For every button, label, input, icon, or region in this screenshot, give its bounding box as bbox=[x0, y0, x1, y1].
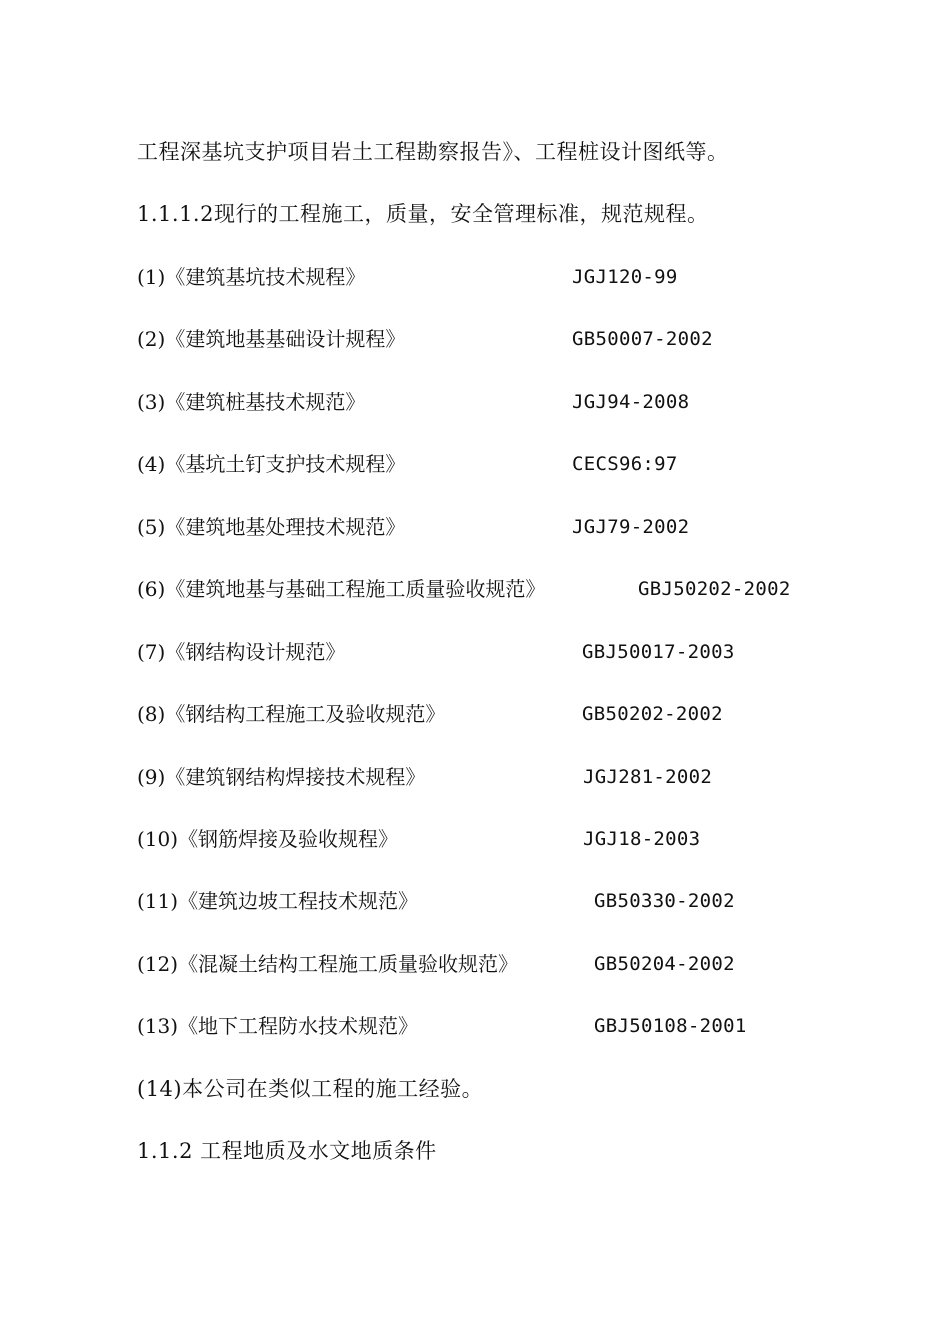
standard-row bbox=[137, 762, 917, 792]
standard-title: 《钢结构工程施工及验收规范》 bbox=[165, 702, 446, 726]
item-14-line: (14)本公司在类似工程的施工经验。 bbox=[137, 1077, 484, 1101]
standard-row bbox=[137, 574, 917, 604]
intro-line: 工程深基坑支护项目岩土工程勘察报告》、工程桩设计图纸等。 bbox=[137, 140, 729, 164]
standard-title: 《建筑地基与基础工程施工质量验收规范》 bbox=[165, 577, 546, 601]
standard-number: (10) bbox=[137, 827, 179, 851]
standard-code: JGJ79-2002 bbox=[572, 516, 690, 538]
standard-code: GBJ50202-2002 bbox=[638, 578, 791, 600]
standard-code: GB50007-2002 bbox=[572, 328, 713, 350]
standard-title: 《钢筋焊接及验收规程》 bbox=[178, 827, 399, 851]
standard-row bbox=[137, 1011, 917, 1041]
standard-code: CECS96:97 bbox=[572, 453, 678, 475]
standard-number: (8) bbox=[137, 702, 166, 726]
standard-row bbox=[137, 949, 917, 979]
standard-code: GB50204-2002 bbox=[594, 953, 735, 975]
standard-title: 《建筑基坑技术规程》 bbox=[165, 265, 366, 289]
standard-number: (3) bbox=[137, 390, 166, 414]
standard-title: 《建筑钢结构焊接技术规程》 bbox=[165, 765, 426, 789]
standard-number: (9) bbox=[137, 765, 166, 789]
standard-row bbox=[137, 324, 917, 354]
next-section-heading: 1.1.2 工程地质及水文地质条件 bbox=[137, 1139, 437, 1163]
standard-code: GBJ50017-2003 bbox=[582, 641, 735, 663]
standard-row bbox=[137, 512, 917, 542]
standard-title: 《地下工程防水技术规范》 bbox=[178, 1014, 419, 1038]
standard-code: JGJ281-2002 bbox=[583, 766, 713, 788]
section-heading: 1.1.1.2现行的工程施工，质量，安全管理标准，规范规程。 bbox=[137, 202, 709, 226]
standard-code: JGJ18-2003 bbox=[583, 828, 701, 850]
standard-row bbox=[137, 387, 917, 417]
standard-number: (1) bbox=[137, 265, 166, 289]
standard-title: 《建筑地基基础设计规程》 bbox=[165, 327, 406, 351]
standard-number: (7) bbox=[137, 640, 166, 664]
standard-number: (11) bbox=[137, 889, 179, 913]
standard-code: JGJ94-2008 bbox=[572, 391, 690, 413]
standard-title: 《建筑桩基技术规范》 bbox=[165, 390, 366, 414]
standard-number: (4) bbox=[137, 452, 166, 476]
standard-row bbox=[137, 886, 917, 916]
standard-title: 《混凝土结构工程施工质量验收规范》 bbox=[178, 952, 519, 976]
standard-title: 《基坑土钉支护技术规程》 bbox=[165, 452, 406, 476]
standard-title: 《钢结构设计规范》 bbox=[165, 640, 346, 664]
standard-number: (12) bbox=[137, 952, 179, 976]
standard-title: 《建筑地基处理技术规范》 bbox=[165, 515, 406, 539]
standard-row bbox=[137, 262, 917, 292]
standard-code: GB50202-2002 bbox=[582, 703, 723, 725]
standard-code: JGJ120-99 bbox=[572, 266, 678, 288]
standard-title: 《建筑边坡工程技术规范》 bbox=[178, 889, 419, 913]
standard-row bbox=[137, 824, 917, 854]
standard-number: (2) bbox=[137, 327, 166, 351]
standard-code: GB50330-2002 bbox=[594, 890, 735, 912]
standard-row bbox=[137, 699, 917, 729]
standard-row bbox=[137, 637, 917, 667]
standard-number: (5) bbox=[137, 515, 166, 539]
standard-code: GBJ50108-2001 bbox=[594, 1015, 747, 1037]
standard-number: (13) bbox=[137, 1014, 179, 1038]
standard-number: (6) bbox=[137, 577, 166, 601]
standard-row bbox=[137, 449, 917, 479]
